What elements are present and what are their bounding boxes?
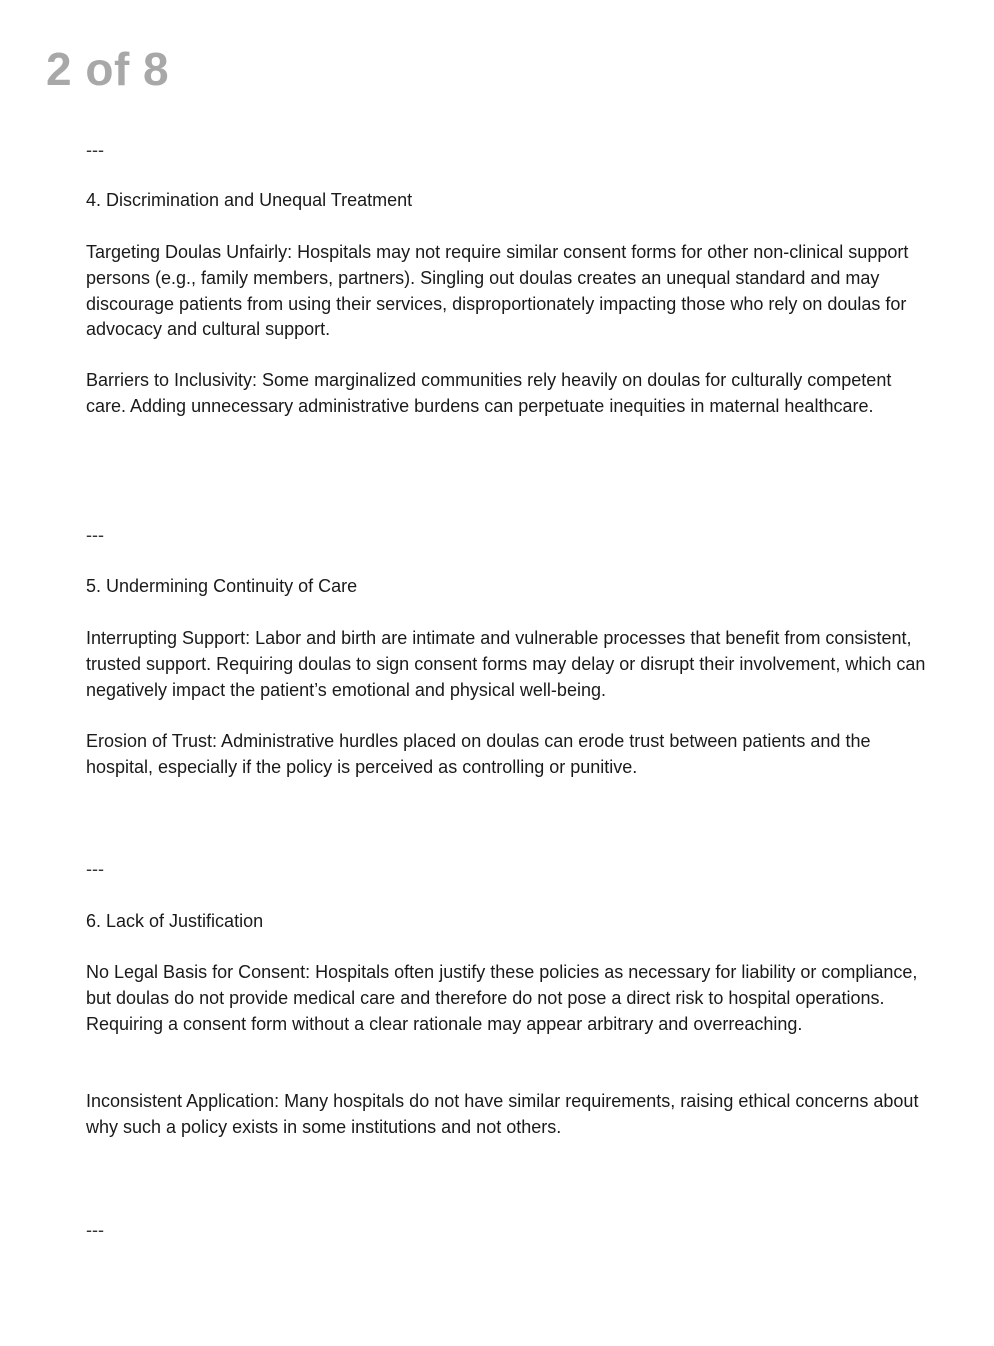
- paragraph-erosion-trust: Erosion of Trust: Administrative hurdles placed on doulas can erode trust between patients and the hospital, especially if the policy is perceived as controlling or punitive.: [86, 731, 871, 777]
- paragraph-barriers-inclusivity: Barriers to Inclusivity: Some marginalized communities rely heavily on doulas for culturally competent care. Adding unnecessary administrative burdens can perpetuate inequities in maternal healthcare.: [86, 370, 892, 416]
- section-divider: ---: [86, 859, 104, 879]
- paragraph-interrupting-support: Interrupting Support: Labor and birth are intimate and vulnerable processes that benefit from consistent, trusted support. Requiring doulas to sign consent forms may delay or disrupt their involvement, which can negatively impact the patient’s emotional and physical well-being.: [86, 628, 926, 700]
- section-divider: ---: [86, 525, 104, 545]
- page-indicator: 2 of 8: [46, 43, 170, 95]
- section-divider: ---: [86, 1220, 104, 1240]
- section-heading-5: 5. Undermining Continuity of Care: [86, 576, 358, 596]
- section-heading-4: 4. Discrimination and Unequal Treatment: [86, 190, 413, 210]
- section-heading-6: 6. Lack of Justification: [86, 911, 264, 931]
- section-divider: ---: [86, 140, 104, 160]
- paragraph-no-legal-basis: No Legal Basis for Consent: Hospitals often justify these policies as necessary for liability or compliance, but doulas do not provide medical care and therefore do not pose a direct risk to hospital operations. Requiring a consent form without a clear rationale may appear arbitrary and overreaching.: [86, 962, 918, 1034]
- paragraph-targeting-doulas: Targeting Doulas Unfairly: Hospitals may not require similar consent forms for other non-clinical support persons (e.g., family members, partners). Singling out doulas creates an unequal standard and may discourage patients from using their services, disproportionately impacting those who rely on doulas for advocacy and cultural support.: [86, 242, 909, 340]
- paragraph-inconsistent-application: Inconsistent Application: Many hospitals do not have similar requirements, raising ethical concerns about why such a policy exists in some institutions and not others.: [86, 1091, 919, 1137]
